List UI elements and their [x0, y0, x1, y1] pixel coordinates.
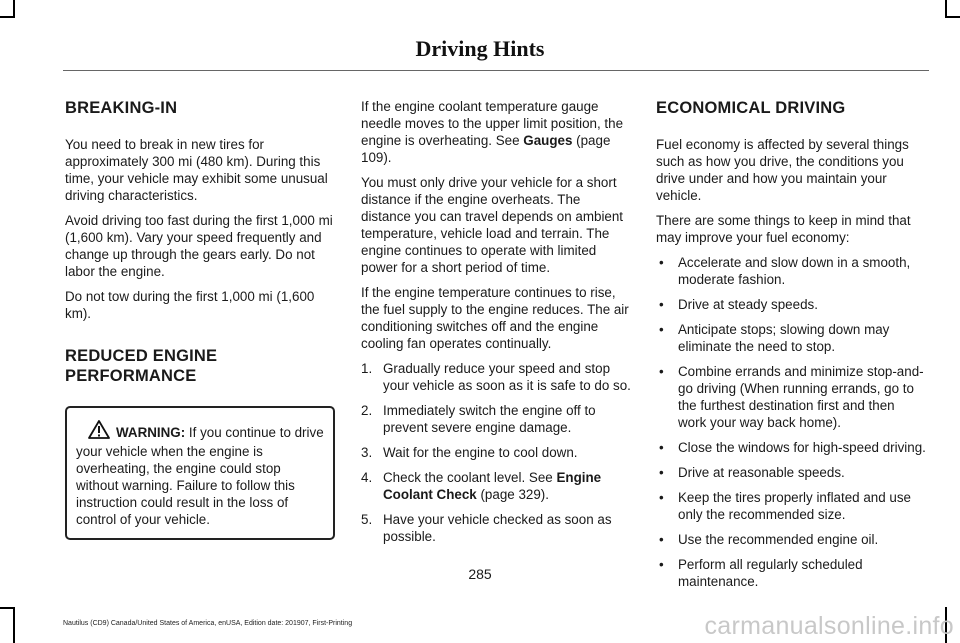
- footer-edition-info: Nautilus (CD9) Canada/United States of America, enUSA, Edition date: 201907, First-Printing: [63, 620, 353, 627]
- list-item-text: Drive at reasonable speeds.: [678, 465, 845, 480]
- list-item-text: Drive at steady speeds.: [678, 297, 818, 312]
- list-item: [361, 469, 631, 503]
- warning-text: If you continue to drive your vehicle when the engine is overheating, the engine could stop without warning. Failure to follow this instruction could result in the loss of control of your vehicle.: [76, 425, 324, 527]
- bullet-icon: •: [659, 532, 664, 547]
- paragraph: [361, 98, 631, 166]
- section-heading-breaking-in: BREAKING-IN: [65, 99, 178, 117]
- page-reference: (page 329).: [476, 487, 549, 502]
- bullet-icon: •: [659, 255, 664, 270]
- crop-mark-top-left-h: [0, 16, 15, 18]
- warning-box: [65, 406, 335, 540]
- list-item-text: Anticipate stops; slowing down may eliminate the need to stop.: [678, 322, 890, 354]
- list-item-text: Use the recommended engine oil.: [678, 532, 879, 547]
- section-heading-economical-driving: ECONOMICAL DRIVING: [656, 99, 846, 117]
- bullet-icon: •: [659, 322, 664, 337]
- step-text: Gradually reduce your speed and stop your vehicle as soon as it is safe to do so.: [383, 361, 631, 393]
- bullet-icon: •: [659, 490, 664, 505]
- list-item: [656, 363, 926, 431]
- paragraph: If the engine temperature continues to rise, the fuel supply to the engine reduces. The air conditioning switches off and the engine cooling fan operates continually.: [361, 285, 629, 351]
- list-item: [656, 439, 926, 456]
- list-item: [361, 511, 631, 545]
- list-item-text: Accelerate and slow down in a smooth, moderate fashion.: [678, 255, 911, 287]
- bullet-icon: •: [659, 364, 664, 379]
- step-text: Immediately switch the engine off to prevent severe engine damage.: [383, 403, 596, 435]
- tips-list: [656, 254, 926, 590]
- crop-mark-bottom-left-v: [13, 607, 15, 643]
- list-item-text: Combine errands and minimize stop-and-go driving (When running errands, go to the furthest destination first and then work your way back home).: [678, 364, 924, 430]
- column-right: [656, 98, 926, 598]
- list-item: [656, 321, 926, 355]
- page-title: Driving Hints: [415, 36, 545, 61]
- list-item: [656, 464, 926, 481]
- engine-coolant-check-link[interactable]: Engine Coolant Check: [383, 470, 602, 502]
- header-divider: [63, 70, 929, 71]
- steps-list: [361, 360, 631, 545]
- list-item-text: Close the windows for high-speed driving.: [678, 440, 926, 455]
- paragraph: Do not tow during the first 1,000 mi (1,600 km).: [65, 289, 315, 321]
- list-item: [361, 402, 631, 436]
- list-item-text: Perform all regularly scheduled maintenance.: [678, 557, 863, 589]
- paragraph: Fuel economy is affected by several things such as how you drive, the conditions you drive under and how you maintain your vehicle.: [656, 137, 909, 203]
- crop-mark-top-right-h: [945, 16, 960, 18]
- list-item: [656, 296, 926, 313]
- paragraph-text: If the engine coolant temperature gauge needle moves to the upper limit position, the engine is overheating. See: [361, 99, 624, 148]
- step-number: 2.: [361, 403, 373, 418]
- section-heading-reduced-engine-performance: REDUCED ENGINE PERFORMANCE: [65, 347, 218, 385]
- step-text: Have your vehicle checked as soon as possible.: [383, 512, 612, 544]
- bullet-icon: •: [659, 440, 664, 455]
- page-number: 285: [468, 566, 492, 582]
- step-number: 3.: [361, 445, 373, 460]
- column-left: [65, 98, 335, 540]
- paragraph: Avoid driving too fast during the first 1,000 mi (1,600 km). Vary your speed frequently and change up through the gears early. Do not labor the engine.: [65, 213, 333, 279]
- column-middle: [361, 98, 631, 553]
- warning-label: WARNING:: [116, 425, 186, 440]
- paragraph: You must only drive your vehicle for a short distance if the engine overheats. The distance you can travel depends on ambient temperature, vehicle load and terrain. The engine continues to operate with limited power for a short period of time.: [361, 175, 624, 275]
- step-number: 4.: [361, 470, 373, 485]
- list-item-text: Keep the tires properly inflated and use only the recommended size.: [678, 490, 911, 522]
- step-number: 1.: [361, 361, 373, 376]
- step-text: Wait for the engine to cool down.: [383, 445, 578, 460]
- bullet-icon: •: [659, 557, 664, 572]
- page-reference: (page 109).: [361, 133, 611, 165]
- step-number: 5.: [361, 512, 373, 527]
- gauges-link[interactable]: Gauges: [523, 133, 573, 148]
- list-item: [656, 531, 926, 548]
- warning-triangle-icon: [88, 420, 110, 443]
- list-item: [361, 444, 631, 461]
- bullet-icon: •: [659, 465, 664, 480]
- step-text: Check the coolant level. See: [383, 470, 557, 485]
- list-item: [656, 489, 926, 523]
- crop-mark-bottom-left-h: [0, 607, 15, 609]
- list-item: [656, 254, 926, 288]
- paragraph: You need to break in new tires for approximately 300 mi (480 km). During this time, your vehicle may exhibit some unusual driving characteristics.: [65, 137, 328, 203]
- list-item: [361, 360, 631, 394]
- paragraph: There are some things to keep in mind that may improve your fuel economy:: [656, 213, 911, 245]
- bullet-icon: •: [659, 297, 664, 312]
- watermark: carmanualsonline.info: [704, 612, 954, 640]
